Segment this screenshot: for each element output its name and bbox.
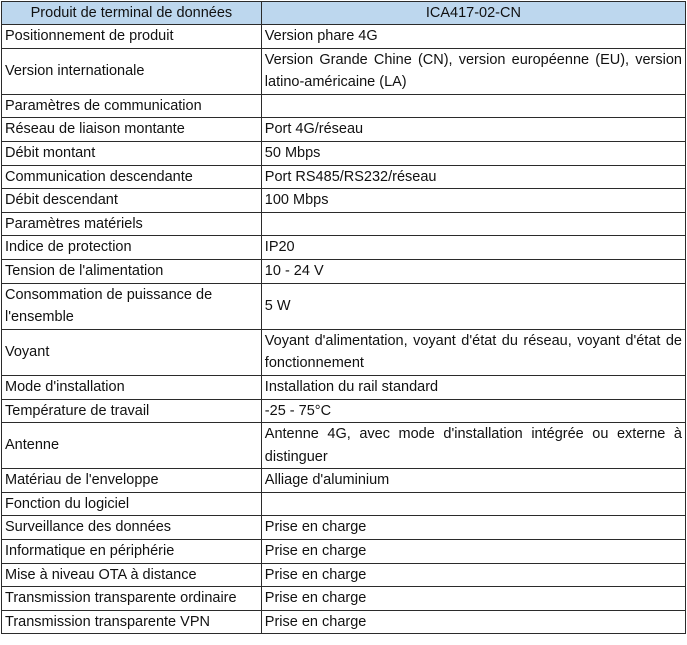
row-label: Réseau de liaison montante — [2, 118, 262, 142]
row-label: Paramètres de communication — [2, 94, 262, 118]
row-label: Informatique en périphérie — [2, 540, 262, 564]
row-value — [261, 212, 685, 236]
row-value: -25 - 75°C — [261, 399, 685, 423]
row-value: Version Grande Chine (CN), version européenne (EU), version latino-américaine (LA) — [261, 48, 685, 94]
table-row — [2, 492, 686, 516]
row-label: Fonction du logiciel — [2, 492, 262, 516]
table-row — [2, 259, 686, 283]
table-row — [2, 516, 686, 540]
row-label: Transmission transparente VPN — [2, 610, 262, 634]
row-value: Prise en charge — [261, 540, 685, 564]
row-value: Alliage d'aluminium — [261, 469, 685, 493]
row-label: Matériau de l'enveloppe — [2, 469, 262, 493]
header-value: ICA417-02-CN — [261, 2, 685, 25]
row-value: Prise en charge — [261, 610, 685, 634]
table-row — [2, 118, 686, 142]
row-value: Voyant d'alimentation, voyant d'état du réseau, voyant d'état de fonctionnement — [261, 329, 685, 375]
row-label: Version internationale — [2, 48, 262, 94]
row-value: IP20 — [261, 236, 685, 260]
spec-table — [1, 1, 686, 634]
row-value — [261, 94, 685, 118]
row-label: Température de travail — [2, 399, 262, 423]
row-value: 50 Mbps — [261, 141, 685, 165]
table-row — [2, 399, 686, 423]
row-label: Débit montant — [2, 141, 262, 165]
row-label: Paramètres matériels — [2, 212, 262, 236]
table-row — [2, 236, 686, 260]
row-value: Port 4G/réseau — [261, 118, 685, 142]
row-label: Consommation de puissance de l'ensemble — [2, 283, 262, 329]
table-row — [2, 283, 686, 329]
row-label: Antenne — [2, 423, 262, 469]
row-value: Port RS485/RS232/réseau — [261, 165, 685, 189]
table-header-row — [2, 2, 686, 25]
table-row — [2, 48, 686, 94]
table-row — [2, 610, 686, 634]
row-label: Tension de l'alimentation — [2, 259, 262, 283]
table-row — [2, 189, 686, 213]
table-row — [2, 165, 686, 189]
row-value: 10 - 24 V — [261, 259, 685, 283]
table-row — [2, 423, 686, 469]
row-label: Indice de protection — [2, 236, 262, 260]
table-row — [2, 540, 686, 564]
row-value: 100 Mbps — [261, 189, 685, 213]
table-row — [2, 94, 686, 118]
row-value: Prise en charge — [261, 516, 685, 540]
row-label: Voyant — [2, 329, 262, 375]
row-label: Mise à niveau OTA à distance — [2, 563, 262, 587]
row-value: Prise en charge — [261, 563, 685, 587]
row-label: Surveillance des données — [2, 516, 262, 540]
header-label: Produit de terminal de données — [2, 2, 262, 25]
row-value: Installation du rail standard — [261, 375, 685, 399]
row-label: Mode d'installation — [2, 375, 262, 399]
row-value: Prise en charge — [261, 587, 685, 611]
table-row — [2, 587, 686, 611]
table-row — [2, 469, 686, 493]
row-label: Débit descendant — [2, 189, 262, 213]
row-value: 5 W — [261, 283, 685, 329]
row-value: Antenne 4G, avec mode d'installation intégrée ou externe à distinguer — [261, 423, 685, 469]
table-row — [2, 375, 686, 399]
table-row — [2, 141, 686, 165]
row-value: Version phare 4G — [261, 25, 685, 49]
row-label: Transmission transparente ordinaire — [2, 587, 262, 611]
row-value — [261, 492, 685, 516]
table-row — [2, 212, 686, 236]
table-row — [2, 25, 686, 49]
table-row — [2, 563, 686, 587]
row-label: Positionnement de produit — [2, 25, 262, 49]
table-row — [2, 329, 686, 375]
row-label: Communication descendante — [2, 165, 262, 189]
